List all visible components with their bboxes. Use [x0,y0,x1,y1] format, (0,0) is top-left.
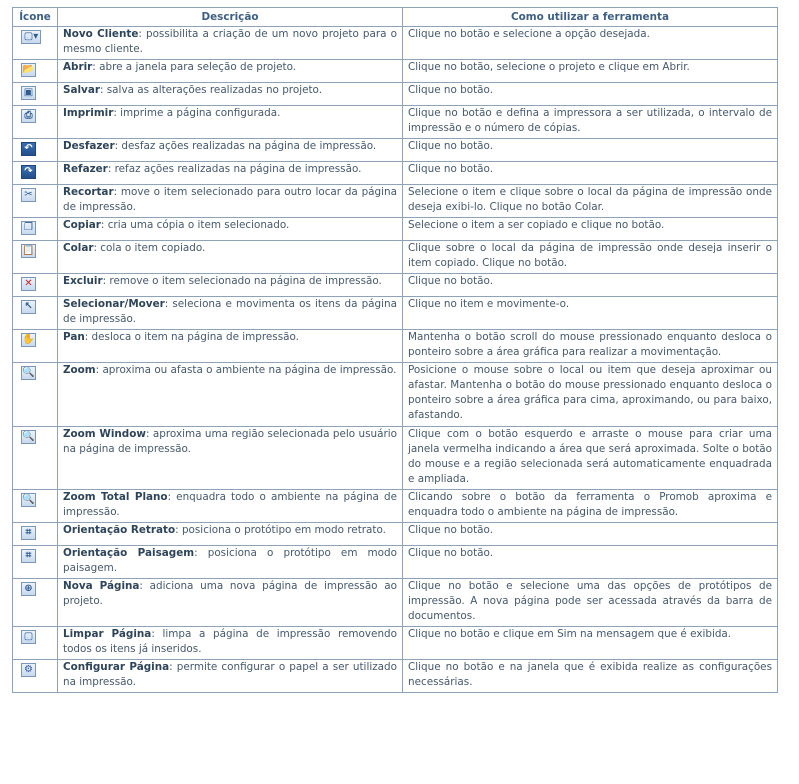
description-cell [58,106,403,139]
tool-description: : imprime a página configurada. [113,107,281,119]
table-row [13,579,778,627]
landscape-icon: ⌗ [21,549,36,563]
icon-cell [13,83,58,106]
table-row [13,546,778,579]
description-cell [58,363,403,427]
usage-cell: Clique no botão e na janela que é exibida realize as configurações necessárias. [403,660,778,693]
usage-cell: Selecione o item e clique sobre o local da página de impressão onde deseja exibi-lo. Clique no botão Colar. [403,185,778,218]
scissors-icon: ✂ [21,188,36,202]
icon-cell [13,627,58,660]
icon-cell [13,363,58,427]
tool-description: : seleciona e movimenta os itens da página de impressão. [63,298,397,325]
zoom-window-icon: 🔍 [22,431,35,442]
open-folder-icon: 📂 [22,64,35,75]
tool-description: : salva as alterações realizadas no projeto. [99,84,323,96]
usage-cell: Clique no botão, selecione o projeto e clique em Abrir. [403,60,778,83]
icon-cell [13,274,58,297]
new-page-icon: ⊕ [21,582,36,596]
zoom-icon: 🔍 [22,367,35,378]
zoom-total-icon: 🔍 [22,494,35,505]
usage-cell: Clique no botão. [403,546,778,579]
icon-cell [13,241,58,274]
tool-description: : cola o item copiado. [93,242,206,254]
tool-name: Limpar Página [63,628,152,640]
tool-name: Configurar Página [63,661,170,673]
tool-name: Zoom Total Plano [63,491,168,503]
description-cell [58,27,403,60]
icon-cell [13,297,58,330]
pan-hand-icon: ✋ [22,334,35,345]
icon-cell [13,106,58,139]
tool-description: : abre a janela para seleção de projeto. [92,61,297,73]
tool-name: Excluir [63,275,103,287]
icon-cell [13,27,58,60]
tool-name: Orientação Retrato [63,524,176,536]
tool-name: Zoom Window [63,428,146,440]
icon-cell [13,139,58,162]
clear-page-icon: ▢ [21,630,36,644]
icon-cell [13,579,58,627]
tool-description: : aproxima ou afasta o ambiente na página de impressão. [95,364,397,376]
description-cell [58,60,403,83]
table-row [13,60,778,83]
paste-icon: 📋 [22,245,35,256]
usage-cell: Clique no botão. [403,139,778,162]
table-row [13,490,778,523]
tool-name: Selecionar/Mover [63,298,165,310]
icon-cell [13,427,58,490]
tool-description: : refaz ações realizadas na página de impressão. [107,163,362,175]
save-disk-icon: ▣ [21,86,36,100]
copy-icon: ❐ [21,221,36,235]
description-cell [58,627,403,660]
table-row [13,363,778,427]
usage-cell: Clique no botão e selecione a opção desejada. [403,27,778,60]
tool-description: : posiciona o protótipo em modo retrato. [175,524,386,536]
undo-icon: ↶ [21,142,36,156]
table-row [13,185,778,218]
table-row [13,660,778,693]
tool-name: Abrir [63,61,93,73]
icon-cell [13,660,58,693]
table-row [13,330,778,363]
tool-description: : posiciona o protótipo em modo paisagem. [63,547,397,574]
icon-cell [13,523,58,546]
tool-description: : permite configurar o papel a ser utilizado na impressão. [63,661,397,688]
table-row [13,274,778,297]
description-cell [58,579,403,627]
usage-cell: Clique no botão. [403,83,778,106]
tool-description: : aproxima uma região selecionada pelo usuário na página de impressão. [63,428,397,455]
usage-cell: Selecione o item a ser copiado e clique no botão. [403,218,778,241]
description-cell [58,297,403,330]
description-cell [58,660,403,693]
description-cell [58,185,403,218]
tool-name: Recortar [63,186,114,198]
usage-cell: Clique com o botão esquerdo e arraste o mouse para criar uma janela vermelha indicando a área que será aproximada. Solte o botão do mouse e a região selecionada será automaticamente enquadrada e ampliada. [403,427,778,490]
usage-cell: Clique no botão. [403,274,778,297]
printer-icon: ⎙ [21,109,36,123]
table-row [13,218,778,241]
redo-icon: ↷ [21,165,36,179]
tool-description: : cria uma cópia o item selecionado. [100,219,290,231]
tools-table-container [12,7,778,693]
tool-name: Desfazer [63,140,115,152]
tool-name: Colar [63,242,94,254]
new-document-icon: ▢▾ [21,30,41,44]
icon-cell [13,218,58,241]
portrait-icon: ⌗ [21,526,36,540]
table-row [13,139,778,162]
usage-cell: Clique no botão. [403,162,778,185]
usage-cell: Clique sobre o local da página de impressão onde deseja inserir o item copiado. Clique no botão. [403,241,778,274]
delete-x-icon: ✕ [21,277,36,291]
icon-cell [13,162,58,185]
icon-cell [13,546,58,579]
usage-cell: Posicione o mouse sobre o local ou item que deseja aproximar ou afastar. Mantenha o botão do mouse pressionado enquanto desloca o ponteiro sobre a área gráfica para cima, aproximando, ou para baixo, afastando. [403,363,778,427]
icon-cell [13,60,58,83]
tool-description: : possibilita a criação de um novo projeto para o mesmo cliente. [63,28,397,55]
tool-name: Refazer [63,163,108,175]
tool-name: Imprimir [63,107,114,119]
usage-cell: Clique no botão e defina a impressora a ser utilizada, o intervalo de impressão e o número de cópias. [403,106,778,139]
table-row [13,627,778,660]
usage-cell: Clique no botão. [403,523,778,546]
description-cell [58,139,403,162]
table-row [13,297,778,330]
icon-cell [13,330,58,363]
table-header-row [13,8,778,27]
description-cell [58,523,403,546]
icon-cell [13,185,58,218]
table-row [13,83,778,106]
usage-cell: Clique no item e movimente-o. [403,297,778,330]
table-row [13,241,778,274]
usage-cell: Mantenha o botão scroll do mouse pressionado enquanto desloca o ponteiro sobre a área gráfica para realizar a movimentação. [403,330,778,363]
usage-cell: Clique no botão e clique em Sim na mensagem que é exibida. [403,627,778,660]
usage-cell: Clique no botão e selecione uma das opções de protótipos de impressão. A nova página pode ser acessada através da barra de documentos. [403,579,778,627]
description-cell [58,546,403,579]
header-descricao: Descrição [58,8,403,27]
tool-name: Copiar [63,219,101,231]
header-icone: Ícone [13,8,58,27]
usage-cell: Clicando sobre o botão da ferramenta o Promob aproxima e enquadra todo o ambiente na página de impressão. [403,490,778,523]
tool-description: : adiciona uma nova página de impressão ao projeto. [63,580,397,607]
tool-name: Pan [63,331,85,343]
table-row [13,162,778,185]
table-row [13,27,778,60]
tool-description: : limpa a página de impressão removendo todos os itens já inseridos. [63,628,397,655]
tool-name: Orientação Paisagem [63,547,195,559]
description-cell [58,218,403,241]
tool-description: : desfaz ações realizadas na página de impressão. [114,140,377,152]
description-cell [58,490,403,523]
tool-description: : enquadra todo o ambiente na página de impressão. [63,491,397,518]
tool-description: : desloca o item na página de impressão. [84,331,299,343]
description-cell [58,274,403,297]
description-cell [58,241,403,274]
tool-name: Novo Cliente [63,28,139,40]
table-row [13,523,778,546]
description-cell [58,427,403,490]
tool-name: Zoom [63,364,96,376]
description-cell [58,83,403,106]
table-row [13,106,778,139]
select-arrow-icon: ↖ [21,300,36,314]
description-cell [58,162,403,185]
page-setup-icon: ⚙ [21,663,36,677]
tools-table [12,7,778,693]
tool-name: Nova Página [63,580,140,592]
description-cell [58,330,403,363]
tool-name: Salvar [63,84,100,96]
table-row [13,427,778,490]
header-como-utilizar: Como utilizar a ferramenta [403,8,778,27]
tool-description: : remove o item selecionado na página de impressão. [102,275,382,287]
tool-description: : move o item selecionado para outro locar da página de impressão. [63,186,397,213]
icon-cell [13,490,58,523]
